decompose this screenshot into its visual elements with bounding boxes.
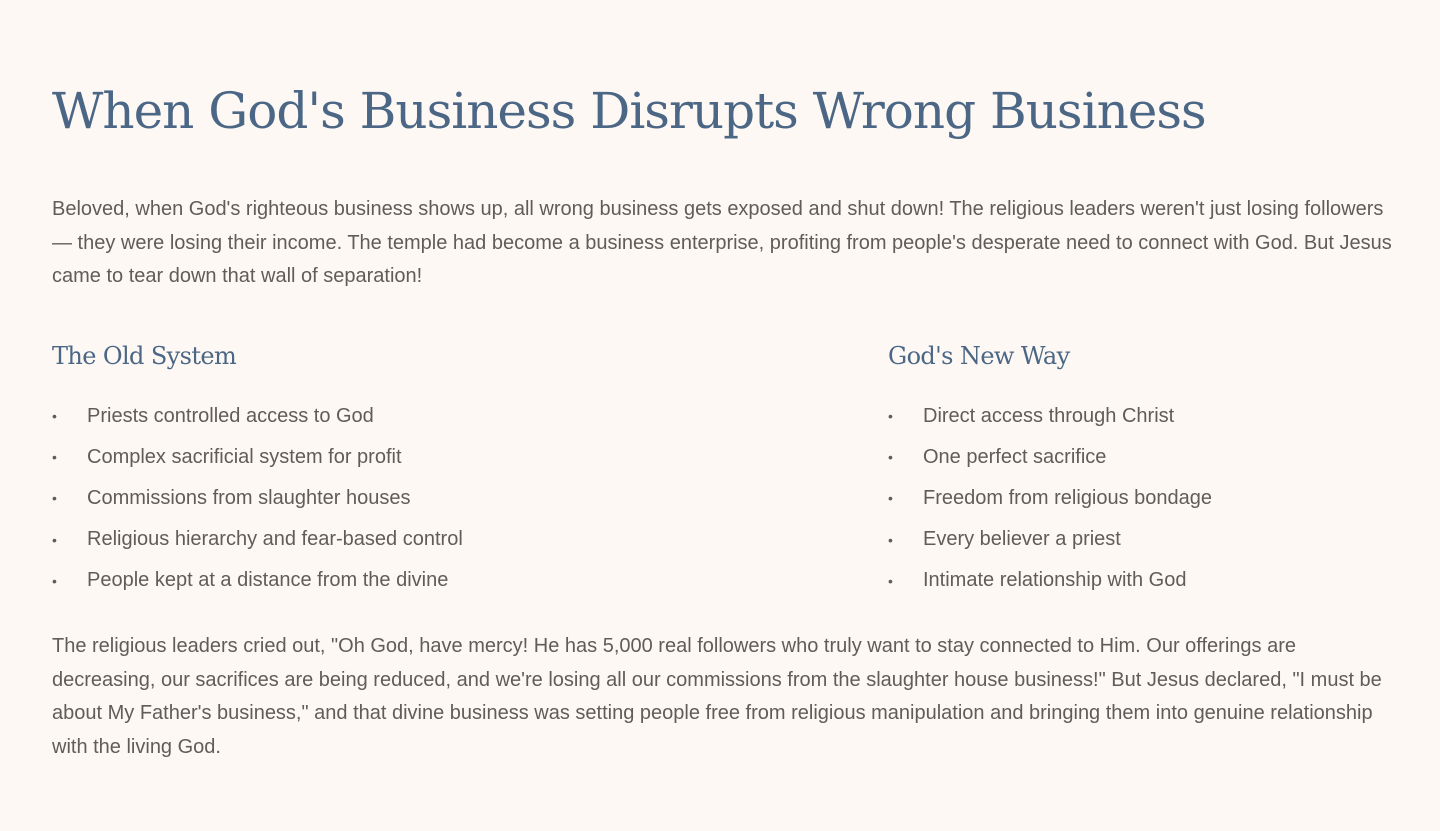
list-item [52,437,888,478]
bullet-icon: • [52,572,57,589]
list-item-text: Freedom from religious bondage [923,486,1213,509]
list-item [888,478,1388,519]
bullet-icon: • [52,449,57,466]
list-item-text: Intimate relationship with God [923,569,1187,592]
list-item [888,560,1388,601]
list-item-text: Every believer a priest [923,528,1121,551]
bullet-icon: • [52,490,57,507]
list-item-text: Direct access through Christ [923,404,1175,427]
bullet-icon: • [888,408,893,425]
closing-paragraph: The religious leaders cried out, "Oh God, have mercy! He has 5,000 real followers who truly want to stay connected to Him. Our offerings are decreasing, our sacrifices are being reduced, and we're losing all our commissions from the slaughter house business!" But Jesus declared, "I must be about My Father's business," and that divine business was setting people free from religious manipulation and bringing them into genuine relationship with the living God. [52,635,1382,758]
bullet-icon: • [888,490,893,507]
old-system-list [52,396,888,602]
list-item [52,560,888,601]
list-item-text: One perfect sacrifice [923,445,1107,468]
list-item [888,437,1388,478]
list-item [888,519,1388,560]
list-item-text: Commissions from slaughter houses [87,486,411,509]
list-item [888,396,1388,437]
list-item [52,478,888,519]
list-item-text: Religious hierarchy and fear-based control [87,528,463,551]
intro-paragraph: Beloved, when God's righteous business shows up, all wrong business gets exposed and shut down! The religious leaders weren't just losing followers — they were losing their income. The temple had become a business enterprise, profiting from people's desperate need to connect with God. But Jesus came to tear down that wall of separation! [52,198,1392,287]
list-item-text: Priests controlled access to God [87,404,374,427]
new-way-heading: God's New Way [888,341,1070,370]
old-system-column [52,338,888,602]
bullet-icon: • [52,408,57,425]
list-item [52,519,888,560]
bullet-icon: • [888,449,893,466]
list-item-text: Complex sacrificial system for profit [87,445,402,468]
comparison-columns [52,338,1392,602]
page-title: When God's Business Disrupts Wrong Business [52,82,1206,140]
new-way-column [888,338,1388,602]
old-system-heading: The Old System [52,341,237,370]
list-item [52,396,888,437]
new-way-list [888,396,1388,602]
list-item-text: People kept at a distance from the divine [87,569,449,592]
bullet-icon: • [888,572,893,589]
bullet-icon: • [888,531,893,548]
bullet-icon: • [52,531,57,548]
